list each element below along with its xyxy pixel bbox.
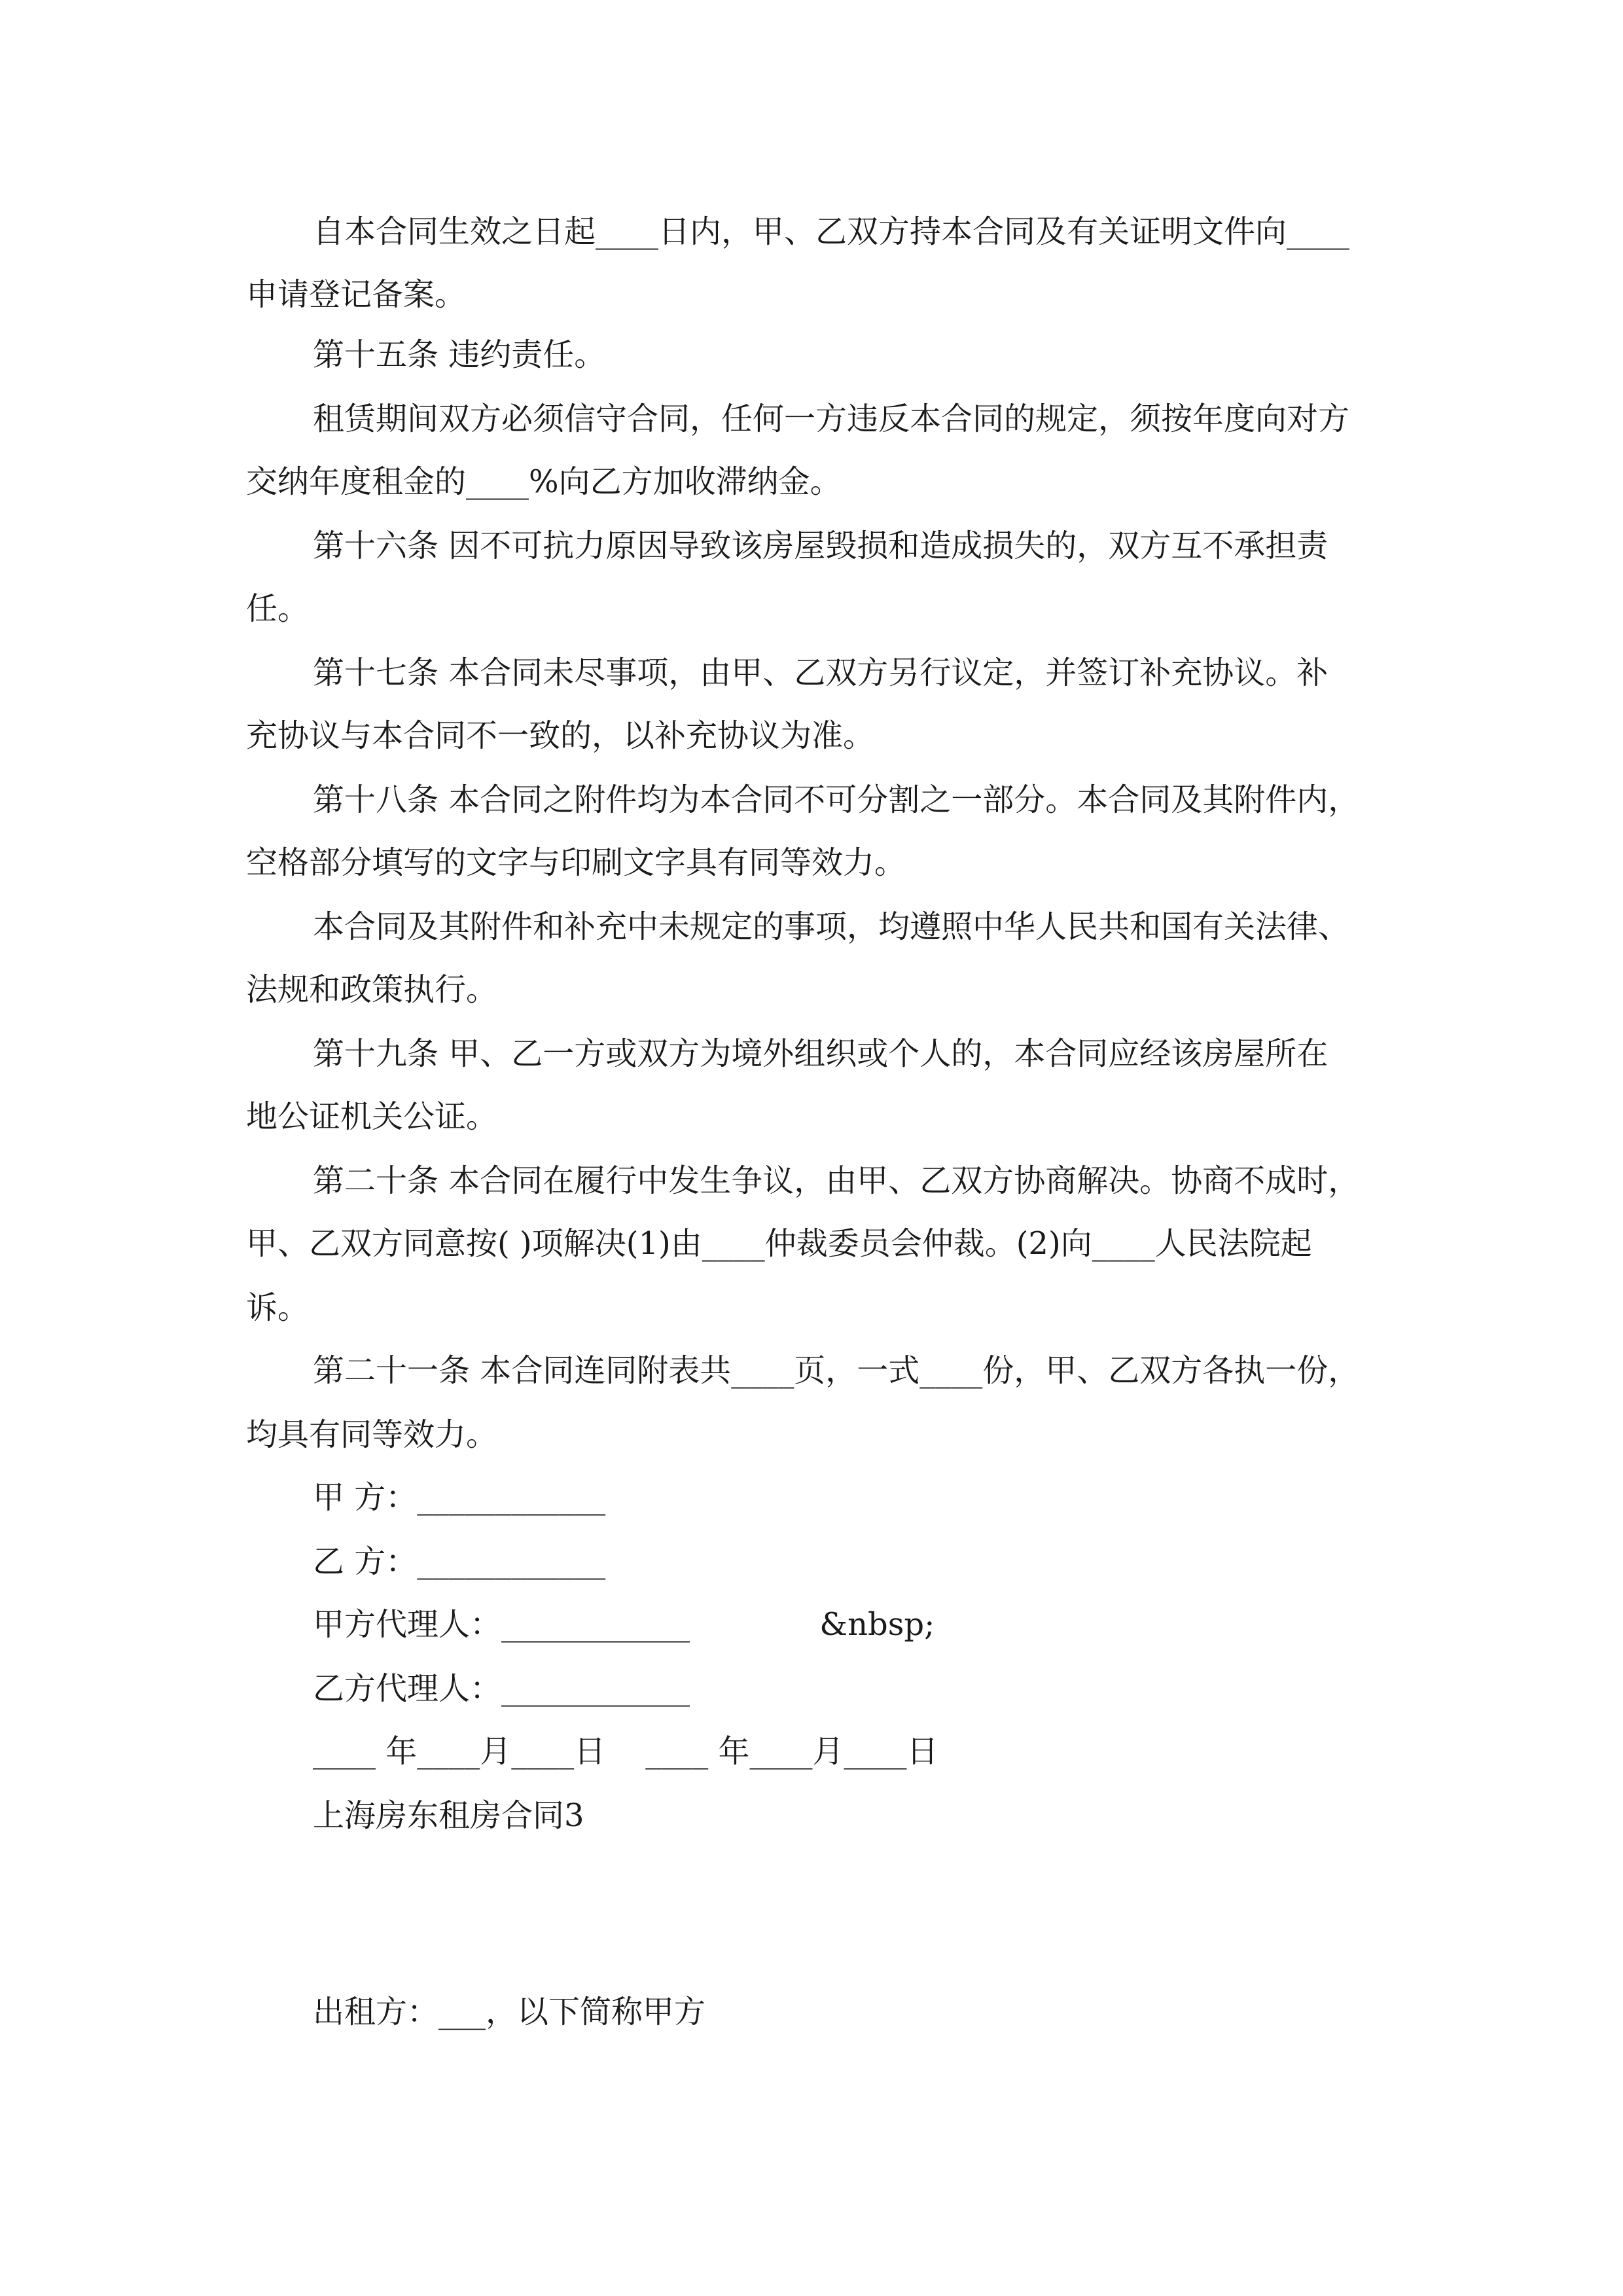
clause-penalty-line-2: 交纳年度租金的____%向乙方加收滞纳金。 bbox=[246, 463, 842, 500]
clause-registration-line-2: 申请登记备案。 bbox=[246, 276, 467, 313]
article-18-line-1: 第十八条 本合同之附件均为本合同不可分割之一部分。本合同及其附件内， bbox=[313, 781, 1360, 818]
signature-party-b: 乙 方：____________ bbox=[313, 1543, 606, 1580]
article-19-line-1: 第十九条 甲、乙一方或双方为境外组织或个人的，本合同应经该房屋所在 bbox=[313, 1035, 1329, 1072]
clause-registration-line-1: 自本合同生效之日起____日内，甲、乙双方持本合同及有关证明文件向____ bbox=[313, 213, 1350, 250]
signature-dates: ____ 年____月____日 ____ 年____月____日 bbox=[313, 1733, 938, 1770]
signature-agent-b: 乙方代理人：____________ bbox=[313, 1670, 690, 1707]
article-17-line-1: 第十七条 本合同未尽事项，由甲、乙双方另行议定，并签订补充协议。补 bbox=[313, 655, 1329, 691]
article-15-heading: 第十五条 违约责任。 bbox=[313, 336, 606, 373]
signature-party-a: 甲 方：____________ bbox=[313, 1479, 606, 1516]
article-18-line-2: 空格部分填写的文字与印刷文字具有同等效力。 bbox=[246, 844, 906, 881]
clause-law-line-1: 本合同及其附件和补充中未规定的事项，均遵照中华人民共和国有关法律、 bbox=[313, 908, 1350, 945]
signature-agent-a: 甲方代理人：____________ &nbsp; bbox=[313, 1606, 935, 1643]
next-contract-title: 上海房东租房合同3 bbox=[313, 1797, 584, 1834]
article-20-line-2: 甲、乙双方同意按( )项解决(1)由____仲裁委员会仲裁。(2)向____人民法院起 bbox=[246, 1225, 1312, 1262]
article-16-line-1: 第十六条 因不可抗力原因导致该房屋毁损和造成损失的，双方互不承担责 bbox=[313, 528, 1329, 564]
article-20-line-3: 诉。 bbox=[246, 1289, 310, 1326]
article-16-line-2: 任。 bbox=[246, 590, 310, 627]
article-21-line-1: 第二十一条 本合同连同附表共____页，一式____份，甲、乙双方各执一份， bbox=[313, 1352, 1360, 1389]
article-21-line-2: 均具有同等效力。 bbox=[246, 1416, 498, 1453]
lessor-line: 出租方：___，以下简称甲方 bbox=[313, 1994, 706, 2030]
article-19-line-2: 地公证机关公证。 bbox=[246, 1098, 498, 1135]
article-20-line-1: 第二十条 本合同在履行中发生争议，由甲、乙双方协商解决。协商不成时， bbox=[313, 1162, 1360, 1199]
article-17-line-2: 充协议与本合同不一致的，以补充协议为准。 bbox=[246, 717, 875, 754]
clause-law-line-2: 法规和政策执行。 bbox=[246, 971, 498, 1008]
clause-penalty-line-1: 租赁期间双方必须信守合同，任何一方违反本合同的规定，须按年度向对方 bbox=[313, 401, 1350, 437]
